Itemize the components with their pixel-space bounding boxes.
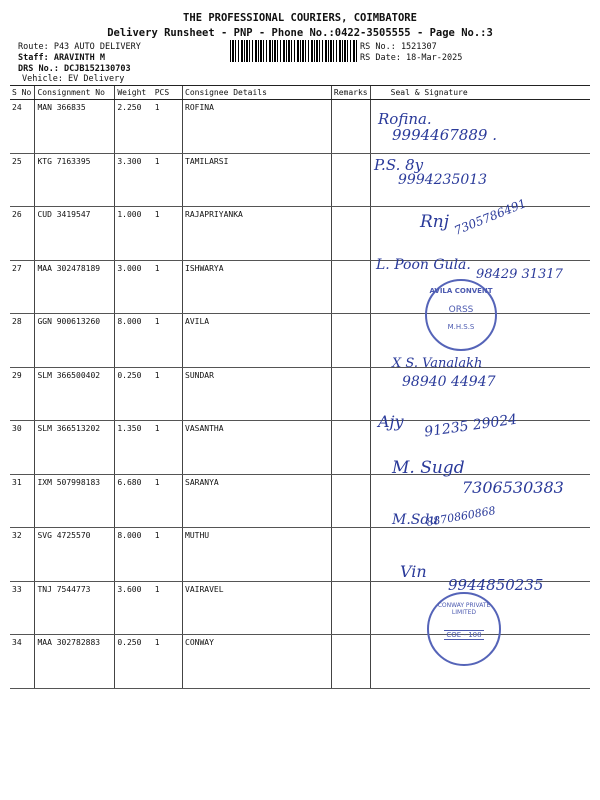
- runsheet-subtitle: Delivery Runsheet - PNP - Phone No.:0422-3505555 - Page No.:3: [107, 27, 493, 39]
- cell-pcs: 1: [153, 314, 183, 368]
- cell-consignment: MAA 302478189: [35, 260, 115, 314]
- table-row: [10, 314, 590, 368]
- cell-consignee: TAMILARSI: [183, 153, 332, 207]
- cell-pcs: 1: [153, 367, 183, 421]
- signature-tamilarsi: P.S. 8y: [374, 156, 424, 174]
- signature-ishwarya: L. Poon Gula.: [376, 257, 471, 273]
- col-weight: Weight: [115, 86, 153, 100]
- cell-sno: 33: [10, 581, 35, 635]
- rs-number: RS No.: 1521307: [360, 42, 437, 52]
- cell-consignment: SLM 366500402: [35, 367, 115, 421]
- cell-remarks: [331, 474, 370, 528]
- cell-pcs: 1: [153, 260, 183, 314]
- cell-weight: 8.000: [115, 314, 153, 368]
- cell-remarks: [331, 635, 370, 689]
- cell-consignee: VASANTHA: [183, 421, 332, 475]
- cell-consignee: VAIRAVEL: [183, 581, 332, 635]
- cell-sno: 26: [10, 207, 35, 261]
- cell-consignee: ISHWARYA: [183, 260, 332, 314]
- cell-consignment: KTG 7163395: [35, 153, 115, 207]
- cell-weight: 3.600: [115, 581, 153, 635]
- signature-rofina: Rofina.: [378, 110, 432, 128]
- cell-pcs: 1: [153, 207, 183, 261]
- cell-sno: 28: [10, 314, 35, 368]
- signature-vairavel: Vin: [400, 562, 427, 581]
- cell-pcs: 1: [153, 474, 183, 528]
- cell-pcs: 1: [153, 528, 183, 582]
- cell-remarks: [331, 100, 370, 154]
- col-seal: Seal & Signature: [370, 86, 590, 100]
- cell-consignment: GGN 900613260: [35, 314, 115, 368]
- cell-remarks: [331, 314, 370, 368]
- cell-consignment: SVG 4725570: [35, 528, 115, 582]
- phone-saranya: 7306530383: [462, 478, 564, 497]
- signature-vasantha: Ajy: [378, 412, 404, 431]
- phone-vairavel: 9944850235: [448, 576, 544, 594]
- cell-weight: 8.000: [115, 528, 153, 582]
- vehicle-label: Vehicle: EV Delivery: [22, 74, 125, 84]
- table-row: [10, 153, 590, 207]
- col-consignee: Consignee Details: [183, 86, 332, 100]
- cell-weight: 0.250: [115, 635, 153, 689]
- cell-sno: 32: [10, 528, 35, 582]
- phone-sundar: 98940 44947: [402, 374, 496, 390]
- cell-weight: 1.000: [115, 207, 153, 261]
- phone-vasantha: 91235 29024: [423, 411, 519, 441]
- cell-weight: 2.250: [115, 100, 153, 154]
- cell-consignee: AVILA: [183, 314, 332, 368]
- table-row: [10, 635, 590, 689]
- phone-rajapriyanka: 7305786491: [452, 196, 529, 238]
- col-remarks: Remarks: [331, 86, 370, 100]
- cell-consignee: MUTHU: [183, 528, 332, 582]
- cell-pcs: 1: [153, 581, 183, 635]
- table-row: [10, 528, 590, 582]
- cell-remarks: [331, 421, 370, 475]
- signature-sundar: X S. Vanalakh: [392, 356, 483, 371]
- barcode: [230, 40, 358, 62]
- conway-stamp-ring: CONWAY PRIVATE LIMITED: [437, 602, 491, 616]
- cell-remarks: [331, 367, 370, 421]
- col-consignment: Consignment No: [35, 86, 115, 100]
- cell-sno: 25: [10, 153, 35, 207]
- signature-muthu: M.Sdu: [392, 512, 439, 528]
- staff-label: Staff: ARAVINTH M: [18, 53, 105, 63]
- avila-stamp-center: ORSS: [448, 305, 474, 315]
- phone-muthu: 8870860868: [425, 504, 497, 529]
- cell-sno: 27: [10, 260, 35, 314]
- cell-pcs: 1: [153, 421, 183, 475]
- runsheet-table: [10, 85, 590, 689]
- rs-date: RS Date: 18-Mar-2025: [360, 53, 463, 63]
- cell-consignment: IXM 507998183: [35, 474, 115, 528]
- cell-consignment: TNJ 7544773: [35, 581, 115, 635]
- cell-pcs: 1: [153, 635, 183, 689]
- cell-consignment: MAN 366835: [35, 100, 115, 154]
- phone-ishwarya: 98429 31317: [476, 267, 563, 282]
- route-label: Route: P43 AUTO DELIVERY: [18, 42, 141, 52]
- cell-sno: 31: [10, 474, 35, 528]
- cell-consignment: SLM 366513202: [35, 421, 115, 475]
- cell-consignment: CUD 3419547: [35, 207, 115, 261]
- cell-weight: 1.350: [115, 421, 153, 475]
- phone-tamilarsi: 9994235013: [398, 172, 488, 188]
- cell-consignee: RAJAPRIYANKA: [183, 207, 332, 261]
- signature-saranya: M. Sugd: [392, 458, 465, 478]
- drs-label: DRS No.: DCJB152130703: [18, 64, 131, 74]
- cell-consignee: SARANYA: [183, 474, 332, 528]
- cell-remarks: [331, 260, 370, 314]
- cell-weight: 6.680: [115, 474, 153, 528]
- conway-stamp-center: COE - 108: [444, 630, 484, 640]
- cell-remarks: [331, 581, 370, 635]
- cell-pcs: 1: [153, 153, 183, 207]
- signature-rajapriyanka: Rnj: [420, 212, 450, 232]
- cell-remarks: [331, 207, 370, 261]
- conway-stamp: [427, 592, 501, 666]
- table-header-row: [10, 86, 590, 100]
- cell-remarks: [331, 528, 370, 582]
- cell-weight: 3.000: [115, 260, 153, 314]
- cell-sno: 34: [10, 635, 35, 689]
- cell-consignee: SUNDAR: [183, 367, 332, 421]
- cell-remarks: [331, 153, 370, 207]
- cell-pcs: 1: [153, 100, 183, 154]
- cell-sno: 24: [10, 100, 35, 154]
- phone-rofina: 9994467889 .: [392, 126, 497, 144]
- cell-weight: 0.250: [115, 367, 153, 421]
- table-row: [10, 100, 590, 154]
- cell-consignee: ROFINA: [183, 100, 332, 154]
- cell-sno: 29: [10, 367, 35, 421]
- cell-consignment: MAA 302782883: [35, 635, 115, 689]
- col-pcs: PCS: [153, 86, 183, 100]
- cell-consignee: CONWAY: [183, 635, 332, 689]
- cell-weight: 3.300: [115, 153, 153, 207]
- avila-stamp-ring: AVILA CONVENT: [429, 287, 493, 295]
- col-sno: S No: [10, 86, 35, 100]
- avila-stamp-sub: M.H.S.S: [447, 323, 475, 331]
- avila-stamp: [425, 279, 497, 351]
- cell-sno: 30: [10, 421, 35, 475]
- company-title: THE PROFESSIONAL COURIERS, COIMBATORE: [183, 12, 417, 24]
